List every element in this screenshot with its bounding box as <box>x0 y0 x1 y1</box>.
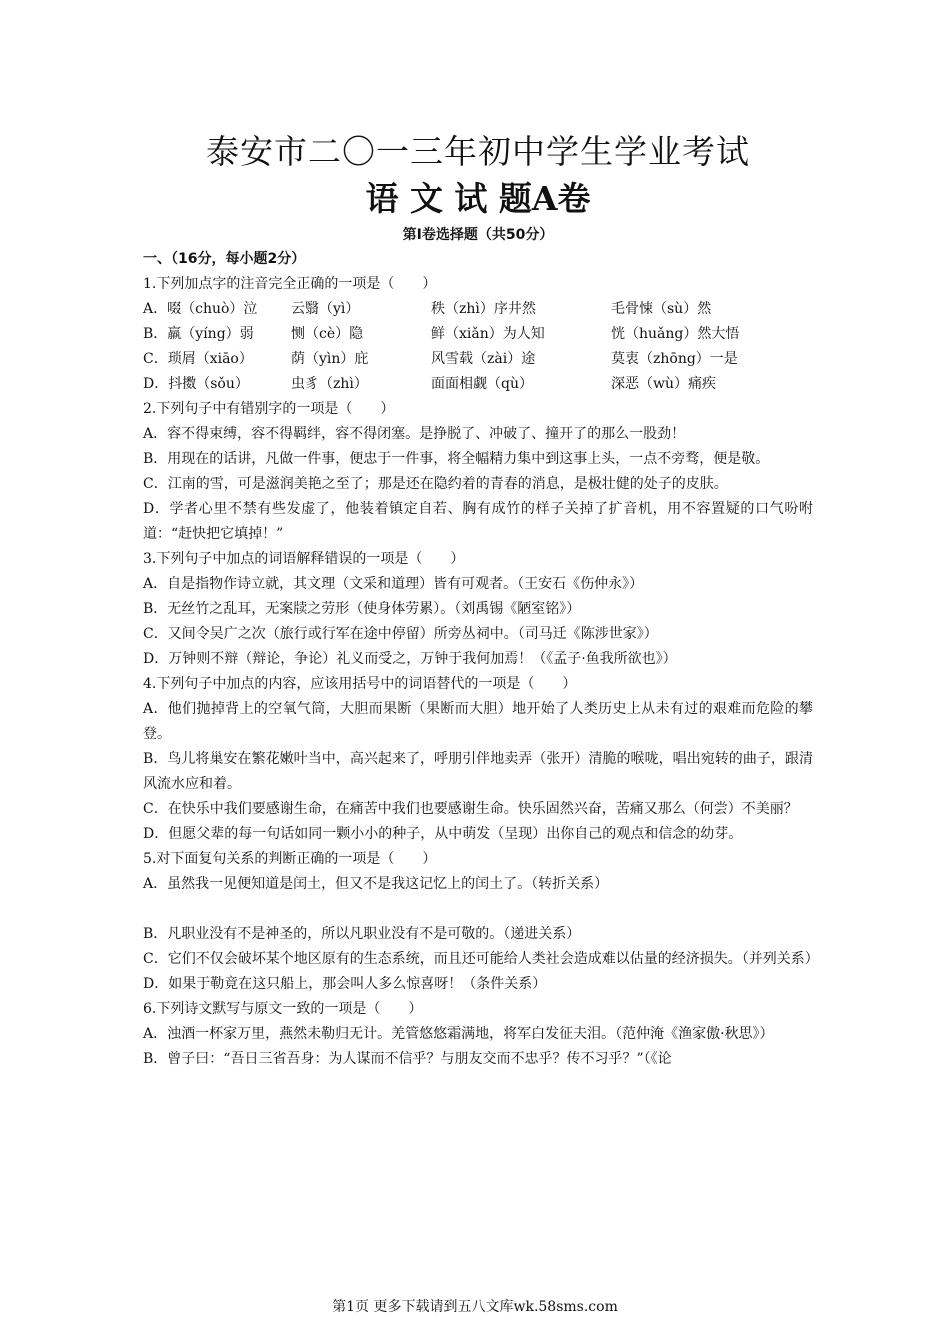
q6-option-a: A．浊酒一杯家万里，燕然未勒归无计。羌管悠悠霜满地，将军白发征夫泪。（范仲淹《渔家傲·秋思》） <box>143 1026 774 1042</box>
q6-stem: 6.下列诗文默写与原文一致的一项是（ ） <box>143 1001 423 1017</box>
volume-heading: 第Ⅰ卷选择题（共50分） <box>402 227 554 243</box>
q1-option: A．啜（chuò）泣 <box>143 301 258 317</box>
q1-option: D．抖擞（sǒu） <box>143 376 249 392</box>
blank-line <box>143 897 813 922</box>
q3-option-b: B．无丝竹之乱耳，无案牍之劳形（使身体劳累）。（刘禹锡《陋室铭》） <box>143 601 581 617</box>
q5-option-c: C．它们不仅会破坏某个地区原有的生态系统，而且还可能给人类社会造成难以估量的经济损失。（并列关系） <box>143 951 819 967</box>
q5-option-d: D．如果于勒竟在这只船上，那会叫人多么惊喜呀！（条件关系） <box>143 976 547 992</box>
q5-stem: 5.对下面复句关系的判断正确的一项是（ ） <box>143 851 437 867</box>
q3-option-a: A．自是指物作诗立就，其文理（文采和道理）皆有可观者。（王安石《伤仲永》） <box>143 576 644 592</box>
q1-option: 云翳（yì） <box>291 301 360 317</box>
q1-option: 深恶（wù）痛疾 <box>611 376 716 392</box>
q1-stem: 1.下列加点字的注音完全正确的一项是（ ） <box>143 276 437 292</box>
q1-option: 莫衷（zhōng）一是 <box>611 351 738 367</box>
q6-option-b: B．曾子曰：“吾日三省吾身：为人谋而不信乎？与朋友交而不忠乎？传不习乎？”（《论 <box>143 1051 672 1067</box>
page-footer: 第1页 更多下载请到五八文库wk.58sms.com <box>332 1299 618 1315</box>
q2-option-b: B．用现在的话讲，凡做一件事，便忠于一件事，将全幅精力集中到这事上头，一点不旁骛，便是敬。 <box>143 451 770 467</box>
q1-option: 恍（huǎng）然大悟 <box>611 326 740 342</box>
q1-option: 毛骨悚（sù）然 <box>611 301 712 317</box>
q4-stem: 4.下列句子中加点的内容，应该用括号中的词语替代的一项是（ ） <box>143 676 577 692</box>
q2-option-c: C．江南的雪，可是滋润美艳之至了；那是还在隐约着的青春的消息，是极壮健的处子的皮肤。 <box>143 476 728 492</box>
q1-option: 风雪载（zài）途 <box>431 351 536 367</box>
q3-option-d: D．万钟则不辩（辩论，争论）礼义而受之，万钟于我何加焉！（《孟子·鱼我所欲也》） <box>143 651 677 667</box>
q1-option: B．羸（yíng）弱 <box>143 326 254 342</box>
q5-option-b: B．凡职业没有不是神圣的，所以凡职业没有不是可敬的。（递进关系） <box>143 926 581 942</box>
q1-option: 鲜（xiǎn）为人知 <box>431 326 545 342</box>
q2-option-d: D．学者心里不禁有些发虚了，他装着镇定自若、胸有成竹的样子关掉了扩音机，用不容置疑的口气吩咐道：“赶快把它填掉！” <box>143 501 813 542</box>
q1-option: 面面相觑（qù） <box>431 376 533 392</box>
q5-option-a: A．虽然我一见便知道是闰土，但又不是我这记忆上的闰土了。（转折关系） <box>143 876 609 892</box>
section-heading: 一、（16分，每小题2分） <box>143 251 306 267</box>
q4-option-c: C．在快乐中我们要感谢生命，在痛苦中我们也要感谢生命。快乐固然兴奋，苦痛又那么（何尝）不美丽？ <box>143 801 798 817</box>
exam-title: 泰安市二〇一三年初中学生学业考试 <box>206 132 750 171</box>
q1-options <box>143 297 813 397</box>
q1-option: 虫豸（zhì） <box>291 376 368 392</box>
q1-option: 荫（yìn）庇 <box>291 351 369 367</box>
q4-option-d: D．但愿父辈的每一句话如同一颗小小的种子，从中萌发（呈现）出你自己的观点和信念的幼芽。 <box>143 826 743 842</box>
q1-option: C．琐屑（xiāo） <box>143 351 253 367</box>
q2-option-a: A．容不得束缚，容不得羁绊，容不得闭塞。是挣脱了、冲破了、撞开了的那么一股劲！ <box>143 426 686 442</box>
document-body <box>143 130 819 1072</box>
q3-stem: 3.下列句子中加点的词语解释错误的一项是（ ） <box>143 551 465 567</box>
q4-option-a: A．他们抛掉背上的空氧气筒，大胆而果断（果断而大胆）地开始了人类历史上从未有过的艰难而危险的攀登。 <box>143 701 813 742</box>
q1-option: 秩（zhì）序井然 <box>431 301 536 317</box>
exam-subtitle: 语 文 试 题A卷 <box>365 179 591 218</box>
q1-option: 恻（cè）隐 <box>291 326 364 342</box>
q3-option-c: C．又间令吴广之次（旅行或行军在途中停留）所旁丛祠中。（司马迁《陈涉世家》） <box>143 626 658 642</box>
q4-option-b: B．鸟儿将巢安在繁花嫩叶当中，高兴起来了，呼朋引伴地卖弄（张开）清脆的喉咙，唱出宛转的曲子，跟清风流水应和着。 <box>143 751 813 792</box>
q2-stem: 2.下列句子中有错别字的一项是（ ） <box>143 401 395 417</box>
